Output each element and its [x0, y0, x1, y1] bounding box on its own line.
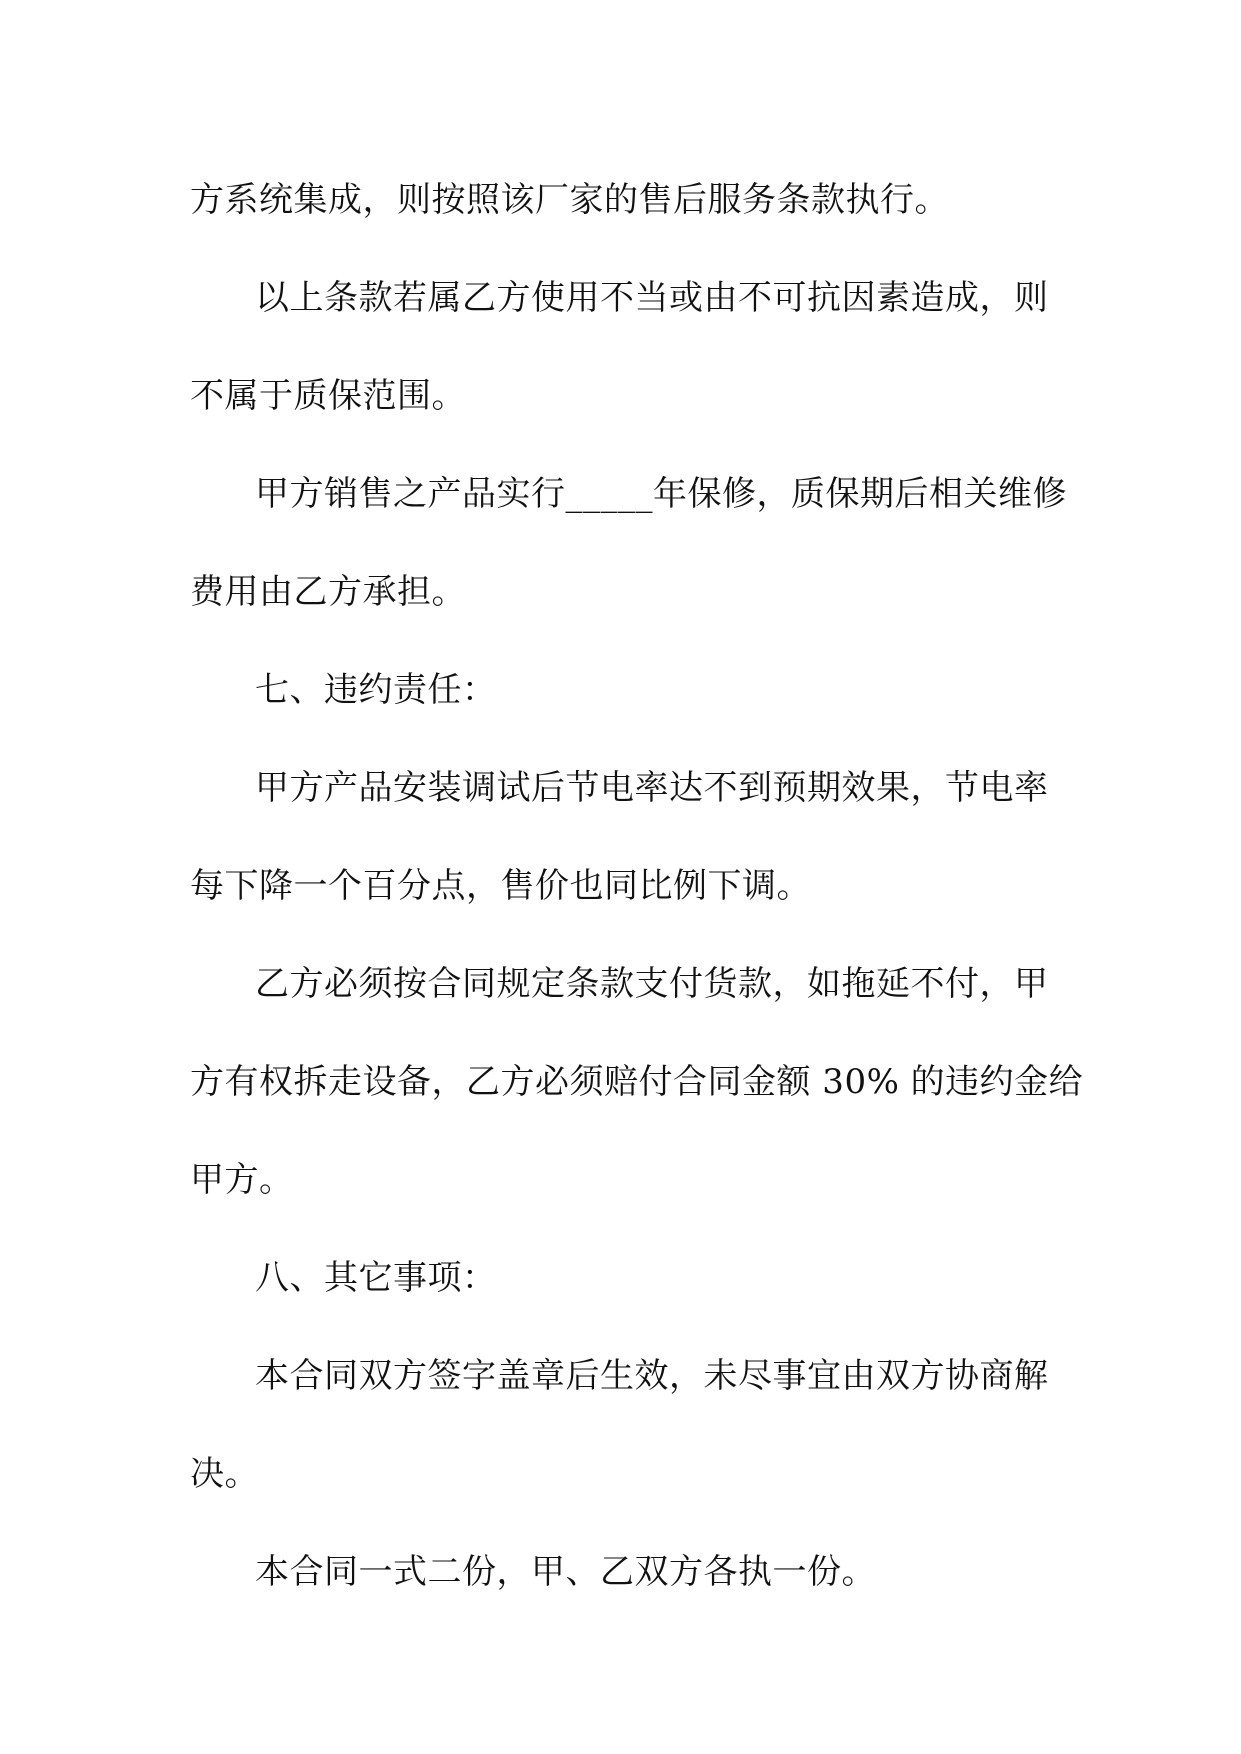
- section-heading: 七、违约责任：: [255, 670, 497, 710]
- text-line: 甲方产品安装调试后节电率达不到预期效果，节电率: [255, 768, 1049, 808]
- text-line: 决。: [190, 1454, 259, 1494]
- text-line: 方有权拆走设备，乙方必须赔付合同金额 30% 的违约金给: [190, 1062, 1084, 1102]
- text-line: 本合同一式二份，甲、乙双方各执一份。: [255, 1552, 876, 1592]
- text-line: 乙方必须按合同规定条款支付货款，如拖延不付，甲: [255, 964, 1049, 1004]
- text-line: 每下降一个百分点，售价也同比例下调。: [190, 866, 811, 906]
- text-line: 本合同双方签字盖章后生效，未尽事宜由双方协商解: [255, 1356, 1049, 1396]
- text-line: 甲方销售之产品实行_____年保修，质保期后相关维修: [255, 474, 1067, 514]
- text-line: 以上条款若属乙方使用不当或由不可抗因素造成，则: [255, 278, 1049, 318]
- text-line: 不属于质保范围。: [190, 376, 466, 416]
- text-line: 方系统集成，则按照该厂家的售后服务条款执行。: [190, 180, 949, 220]
- text-line: 甲方。: [190, 1160, 294, 1200]
- text-line: 费用由乙方承担。: [190, 572, 466, 612]
- section-heading: 八、其它事项：: [255, 1258, 497, 1298]
